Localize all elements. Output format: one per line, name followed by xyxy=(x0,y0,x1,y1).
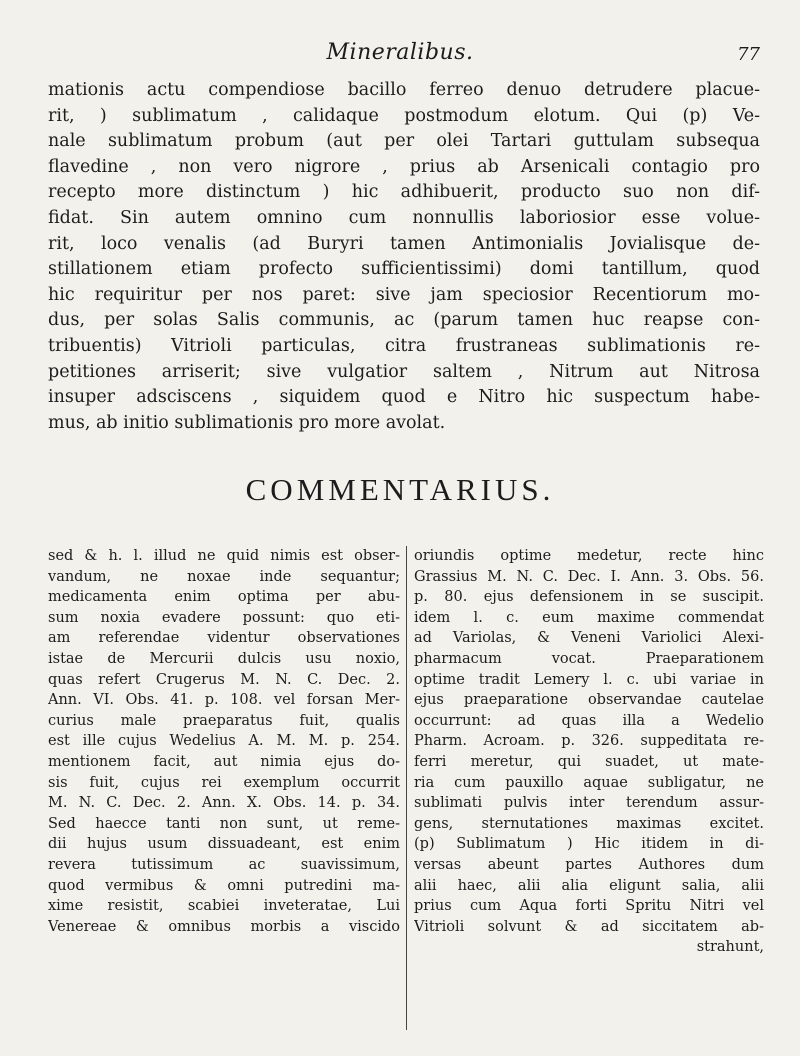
column-line: quod vermibus & omni putredini ma- xyxy=(48,877,400,894)
column-line: p. 80. ejus defensionem in se suscipit. xyxy=(414,589,764,606)
text-line: mationis actu compendiose bacillo ferreo denuo detrudere placue- xyxy=(48,80,760,100)
column-line: prius cum Aqua forti Spritu Nitri vel xyxy=(414,898,764,915)
column-line: Vitrioli solvunt & ad siccitatem ab- xyxy=(414,918,764,935)
text-line: petitiones arriserit; sive vulgatior saltem , Nitrum aut Nitrosa xyxy=(48,361,760,382)
column-line: idem l. c. eum maxime commendat xyxy=(414,609,764,626)
left-column xyxy=(48,546,400,937)
column-line: optime tradit Lemery l. c. ubi variae in xyxy=(414,671,764,688)
column-line: Sed haecce tanti non sunt, ut reme- xyxy=(48,815,400,832)
text-line: tribuentis) Vitrioli particulas, citra frustraneas sublimationis re- xyxy=(48,335,760,356)
column-line: medicamenta enim optima per abu- xyxy=(48,589,400,606)
right-column xyxy=(414,546,764,958)
text-line: nale sublimatum probum (aut per olei Tartari guttulam subsequa xyxy=(48,131,760,152)
running-head xyxy=(0,40,800,72)
running-head-title: Mineralibus. xyxy=(326,40,474,65)
column-line: Ann. VI. Obs. 41. p. 108. vel forsan Mer- xyxy=(48,692,400,709)
column-line: occurrunt: ad quas illa a Wedelio xyxy=(414,712,764,729)
column-line: quas refert Crugerus M. N. C. Dec. 2. xyxy=(48,671,400,688)
text-line: insuper adsciscens , siquidem quod e Nitro hic suspectum habe- xyxy=(48,387,760,408)
text-line: rit, loco venalis (ad Buryri tamen Antimonialis Jovialisque de- xyxy=(48,233,760,254)
column-line: sum noxia evadere possunt: quo eti- xyxy=(48,609,400,626)
column-line: pharmacum vocat. Praeparationem xyxy=(414,650,764,667)
column-line: sed & h. l. illud ne quid nimis est obser- xyxy=(48,548,400,564)
column-line: ad Variolas, & Veneni Variolici Alexi- xyxy=(414,630,764,647)
column-line: gens, sternutationes maximas excitet. xyxy=(414,815,764,832)
column-line: oriundis optime medetur, recte hinc xyxy=(414,548,764,564)
text-line: hic requiritur per nos paret: sive jam speciosior Recentiorum mo- xyxy=(48,284,760,305)
column-line: istae de Mercurii dulcis usu noxio, xyxy=(48,650,400,667)
text-line: mus, ab initio sublimationis pro more avolat. xyxy=(48,412,446,433)
text-line: recepto more distinctum ) hic adhibuerit, producto suo non dif- xyxy=(48,182,760,203)
column-line: alii haec, alii alia eligunt salia, alii xyxy=(414,877,764,894)
text-line: dus, per solas Salis communis, ac (parum tamen huc reapse con- xyxy=(48,310,760,331)
column-line: strahunt, xyxy=(696,939,764,956)
column-line: ejus praeparatione observandae cautelae xyxy=(414,692,764,709)
text-line: flavedine , non vero nigrore , prius ab Arsenicali contagio pro xyxy=(48,156,760,177)
page-number: 77 xyxy=(737,44,760,65)
text-line: rit, ) sublimatum , calidaque postmodum elotum. Qui (p) Ve- xyxy=(48,105,760,126)
column-line: vandum, ne noxae inde sequantur; xyxy=(48,568,400,585)
column-line: Venereae & omnibus morbis a viscido xyxy=(48,918,400,935)
section-heading: COMMENTARIUS. xyxy=(245,472,555,507)
column-line: curius male praeparatus fuit, qualis xyxy=(48,712,400,729)
column-line: Grassius M. N. C. Dec. I. Ann. 3. Obs. 56. xyxy=(414,568,764,585)
column-line: (p) Sublimatum ) Hic itidem in di- xyxy=(414,836,764,853)
column-line: sis fuit, cujus rei exemplum occurrit xyxy=(48,774,400,791)
column-line: Pharm. Acroam. p. 326. suppeditata re- xyxy=(414,733,764,750)
text-line: fidat. Sin autem omnino cum nonnullis laboriosior esse volue- xyxy=(48,207,760,228)
column-line: xime resistit, scabiei inveteratae, Lui xyxy=(48,898,400,915)
column-line: am referendae videntur observationes xyxy=(48,630,400,647)
column-line: est ille cujus Wedelius A. M. M. p. 254. xyxy=(48,733,400,750)
column-line: mentionem facit, aut nimia ejus do- xyxy=(48,753,400,770)
main-text-block xyxy=(48,78,760,436)
column-line: ria cum pauxillo aquae subligatur, ne xyxy=(414,774,764,791)
column-divider xyxy=(406,546,407,1030)
column-line: versas abeunt partes Authores dum xyxy=(414,856,764,873)
column-line: dii hujus usum dissuadeant, est enim xyxy=(48,836,400,853)
column-line: M. N. C. Dec. 2. Ann. X. Obs. 14. p. 34. xyxy=(48,795,400,812)
column-line: ferri meretur, qui suadet, ut mate- xyxy=(414,753,764,770)
column-line: revera tutissimum ac suavissimum, xyxy=(48,856,400,873)
column-line: sublimati pulvis inter terendum assur- xyxy=(414,795,764,812)
text-line: stillationem etiam profecto sufficientissimi) domi tantillum, quod xyxy=(48,259,760,280)
